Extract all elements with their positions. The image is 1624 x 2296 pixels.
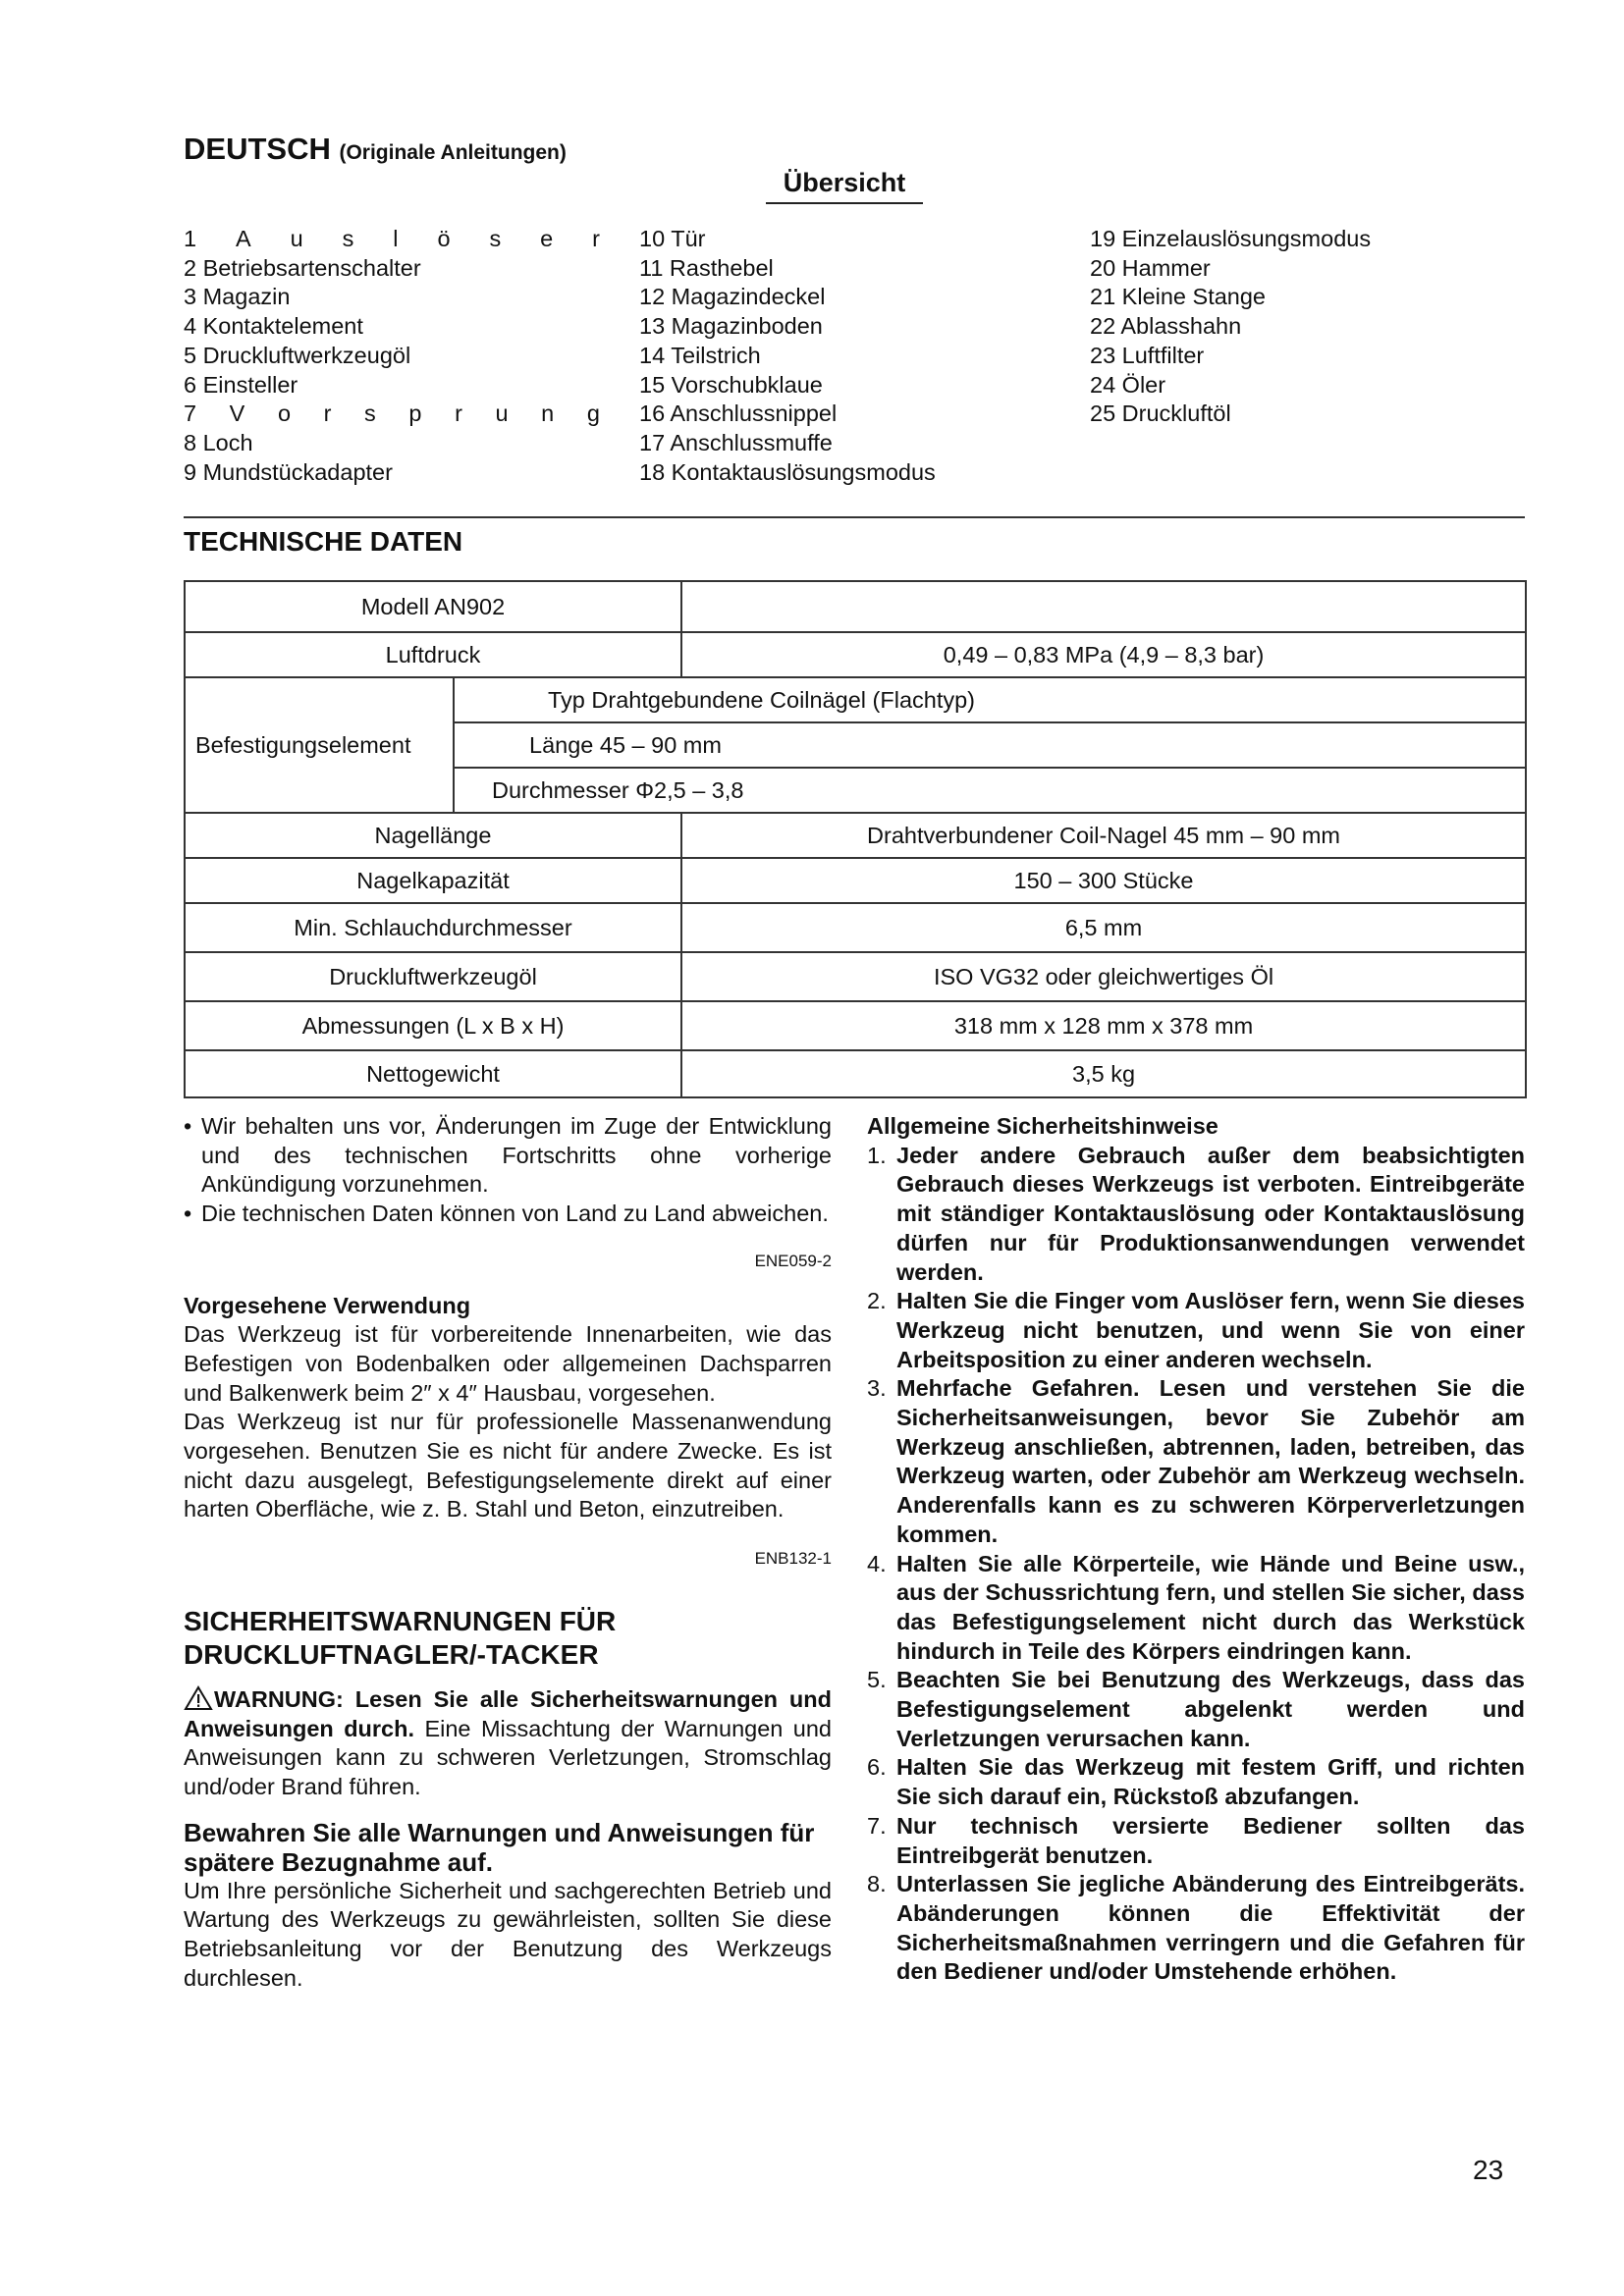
safety-title-line: SICHERHEITSWARNUNGEN FÜR	[184, 1605, 617, 1636]
overview-title: Übersicht	[766, 168, 923, 204]
spec-label: Nagelkapazität	[185, 858, 681, 903]
part-item: 23 Luftfilter	[1090, 342, 1205, 368]
list-item: • Die technischen Daten können von Land zu Land abweichen.	[184, 1200, 832, 1229]
language-title: DEUTSCH	[184, 132, 331, 166]
part-item: 8 Loch	[184, 429, 253, 455]
fastener-length: Länge 45 – 90 mm	[454, 722, 1526, 768]
part-item: 2 Betriebsartenschalter	[184, 254, 421, 281]
part-item: 21 Kleine Stange	[1090, 284, 1267, 310]
table-row	[185, 581, 1526, 632]
parts-column-3	[1090, 225, 1522, 429]
list-item: 5. Beachten Sie bei Benutzung des Werkzeugs, dass das Befestigungselement abgelenkt werden und Verletzungen verursachen kann.	[867, 1667, 1525, 1751]
part-item: 5 Druckluftwerkzeugöl	[184, 342, 411, 368]
keep-instructions-text: Um Ihre persönliche Sicherheit und sachgerechten Betrieb und Wartung des Werkzeugs zu gewährleisten, sollten Sie diese Betriebsanleitung vor der Benutzung des Werkzeugs durchlesen.	[184, 1877, 832, 1991]
list-item: • Wir behalten uns vor, Änderungen im Zuge der Entwicklung und des technischen Fortschritts ohne vorherige Ankündigung vorzunehmen.	[184, 1112, 832, 1200]
intended-use-title: Vorgesehene Verwendung	[184, 1292, 471, 1318]
table-row	[185, 903, 1526, 952]
keep-instructions-title: Bewahren Sie alle Warnungen und Anweisungen für spätere Bezugnahme auf.	[184, 1817, 815, 1877]
table-row	[185, 677, 1526, 722]
parts-column-2	[639, 225, 1052, 487]
model-value-cell	[681, 581, 1526, 632]
warning-text: Eine Missachtung der Warnungen und Anweisungen kann zu schweren Verletzungen, Stromschlag und/oder Brand führen.	[184, 1715, 832, 1799]
left-column	[184, 1112, 832, 1993]
doc-code: ENB132-1	[754, 1549, 832, 1569]
spec-notes	[184, 1112, 832, 1229]
table-row	[185, 632, 1526, 677]
part-item: 12 Magazindeckel	[639, 284, 826, 310]
table-row	[185, 858, 1526, 903]
language-heading	[184, 132, 567, 167]
fastener-diameter: Durchmesser Φ2,5 – 3,8	[454, 768, 1526, 813]
part-item: 9 Mundstückadapter	[184, 458, 393, 485]
table-row	[185, 952, 1526, 1001]
page-number: 23	[1473, 2155, 1504, 2185]
part-item: 1 A u s l ö s e r	[184, 226, 600, 251]
list-item: 4. Halten Sie alle Körperteile, wie Hände und Beine usw., aus der Schussrichtung fern, und stellen Sie sicher, dass das Befestigungselement nicht durch das Werkstück hindurch in Teile des Körpers eindringen kann.	[867, 1550, 1525, 1664]
fastener-label: Befestigungselement	[185, 677, 454, 813]
safety-title	[184, 1605, 832, 1672]
warning-paragraph	[184, 1685, 832, 1802]
general-safety-title: Allgemeine Sicherheitshinweise	[867, 1113, 1218, 1139]
list-item: 7. Nur technisch versierte Bediener sollten das Eintreibgerät benutzen.	[867, 1812, 1525, 1868]
part-item: 20 Hammer	[1090, 254, 1211, 281]
parts-column-1	[184, 225, 616, 487]
table-row	[185, 1001, 1526, 1050]
part-item: 18 Kontaktauslösungsmodus	[639, 458, 936, 485]
table-row	[185, 813, 1526, 858]
intended-use-text: Das Werkzeug ist nur für professionelle Massenanwendung vorgesehen. Benutzen Sie es nicht für andere Zwecke. Es ist nicht dazu ausgelegt, Befestigungselemente direkt auf einer harten Oberfläche, wie z. B. Stahl und Beton, einzutreiben.	[184, 1409, 832, 1522]
list-item: 8. Unterlassen Sie jegliche Abänderung des Eintreibgeräts. Abänderungen können die Effektivität der Sicherheitsmaßnahmen verringern und die Gefahren für den Bediener und/oder Umstehende erhöhen.	[867, 1871, 1525, 1985]
spec-value: 150 – 300 Stücke	[681, 858, 1526, 903]
list-item: 2. Halten Sie die Finger vom Auslöser fern, wenn Sie dieses Werkzeug nicht benutzen, und wenn Sie von einer Arbeitsposition zu einer anderen wechseln.	[867, 1288, 1525, 1372]
doc-code: ENE059-2	[754, 1251, 832, 1270]
part-item: 3 Magazin	[184, 284, 291, 310]
table-row	[185, 1050, 1526, 1097]
right-column	[867, 1112, 1525, 1987]
specs-table	[184, 580, 1527, 1098]
list-item: 1. Jeder andere Gebrauch außer dem beabsichtigten Gebrauch dieses Werkzeugs ist verboten. Eintreibgeräte mit ständiger Kontaktauslösung oder Kontaktauslösung dürfen nur für Produktionsanwendungen verwendet werden.	[867, 1142, 1525, 1285]
spec-label: Min. Schlauchdurchmesser	[185, 903, 681, 952]
part-item: 24 Öler	[1090, 371, 1166, 398]
language-note: (Originale Anleitungen)	[339, 141, 567, 164]
part-item: 16 Anschlussnippel	[639, 400, 838, 427]
part-item: 7 V o r s p r u n g	[184, 400, 600, 427]
part-item: 10 Tür	[639, 226, 706, 251]
list-item: 3. Mehrfache Gefahren. Lesen und verstehen Sie die Sicherheitsanweisungen, bevor Sie Zubehör am Werkzeug anschließen, abtrennen, laden, betreiben, das Werkzeug warten, oder Zubehör am Werkzeug wechseln. Anderenfalls kann es zu schweren Körperverletzungen kommen.	[867, 1375, 1525, 1547]
spec-value: ISO VG32 oder gleichwertiges Öl	[681, 952, 1526, 1001]
safety-title-line: DRUCKLUFTNAGLER/-TACKER	[184, 1638, 599, 1670]
part-item: 4 Kontaktelement	[184, 313, 363, 340]
part-item: 22 Ablasshahn	[1090, 313, 1242, 340]
warning-triangle-icon	[184, 1685, 213, 1711]
part-item: 13 Magazinboden	[639, 313, 823, 340]
part-item: 19 Einzelauslösungsmodus	[1090, 226, 1372, 251]
spec-label: Abmessungen (L x B x H)	[185, 1001, 681, 1050]
part-item: 11 Rasthebel	[639, 254, 774, 281]
general-safety-list	[867, 1142, 1525, 1987]
spec-label: Nagellänge	[185, 813, 681, 858]
part-item: 14 Teilstrich	[639, 342, 761, 368]
specs-title: TECHNISCHE DATEN	[184, 526, 463, 557]
list-item: 6. Halten Sie das Werkzeug mit festem Griff, und richten Sie sich darauf ein, Rückstoß abzufangen.	[867, 1754, 1525, 1810]
fastener-type: Typ Drahtgebundene Coilnägel (Flachtyp)	[454, 677, 1526, 722]
part-item: 6 Einsteller	[184, 371, 298, 398]
spec-value: Drahtverbundener Coil-Nagel 45 mm – 90 mm	[681, 813, 1526, 858]
spec-value: 3,5 kg	[681, 1050, 1526, 1097]
warning-bold: WARNUNG: Lesen Sie alle Sicherheitswarnungen und Anweisungen durch.	[184, 1685, 832, 1741]
model-cell: Modell AN902	[185, 581, 681, 632]
intended-use-text: Das Werkzeug ist für vorbereitende Innenarbeiten, wie das Befestigen von Bodenbalken oder allgemeinen Dachsparren und Balkenwerk beim 2″ x 4″ Hausbau, vorgesehen.	[184, 1321, 832, 1406]
spec-label: Nettogewicht	[185, 1050, 681, 1097]
spec-value: 6,5 mm	[681, 903, 1526, 952]
part-item: 17 Anschlussmuffe	[639, 429, 833, 455]
part-item: 15 Vorschubklaue	[639, 371, 823, 398]
spec-label: Druckluftwerkzeugöl	[185, 952, 681, 1001]
part-item: 25 Druckluftöl	[1090, 400, 1231, 427]
spec-label: Luftdruck	[185, 632, 681, 677]
spec-value: 0,49 – 0,83 MPa (4,9 – 8,3 bar)	[681, 632, 1526, 677]
section-divider	[184, 516, 1525, 518]
spec-value: 318 mm x 128 mm x 378 mm	[681, 1001, 1526, 1050]
